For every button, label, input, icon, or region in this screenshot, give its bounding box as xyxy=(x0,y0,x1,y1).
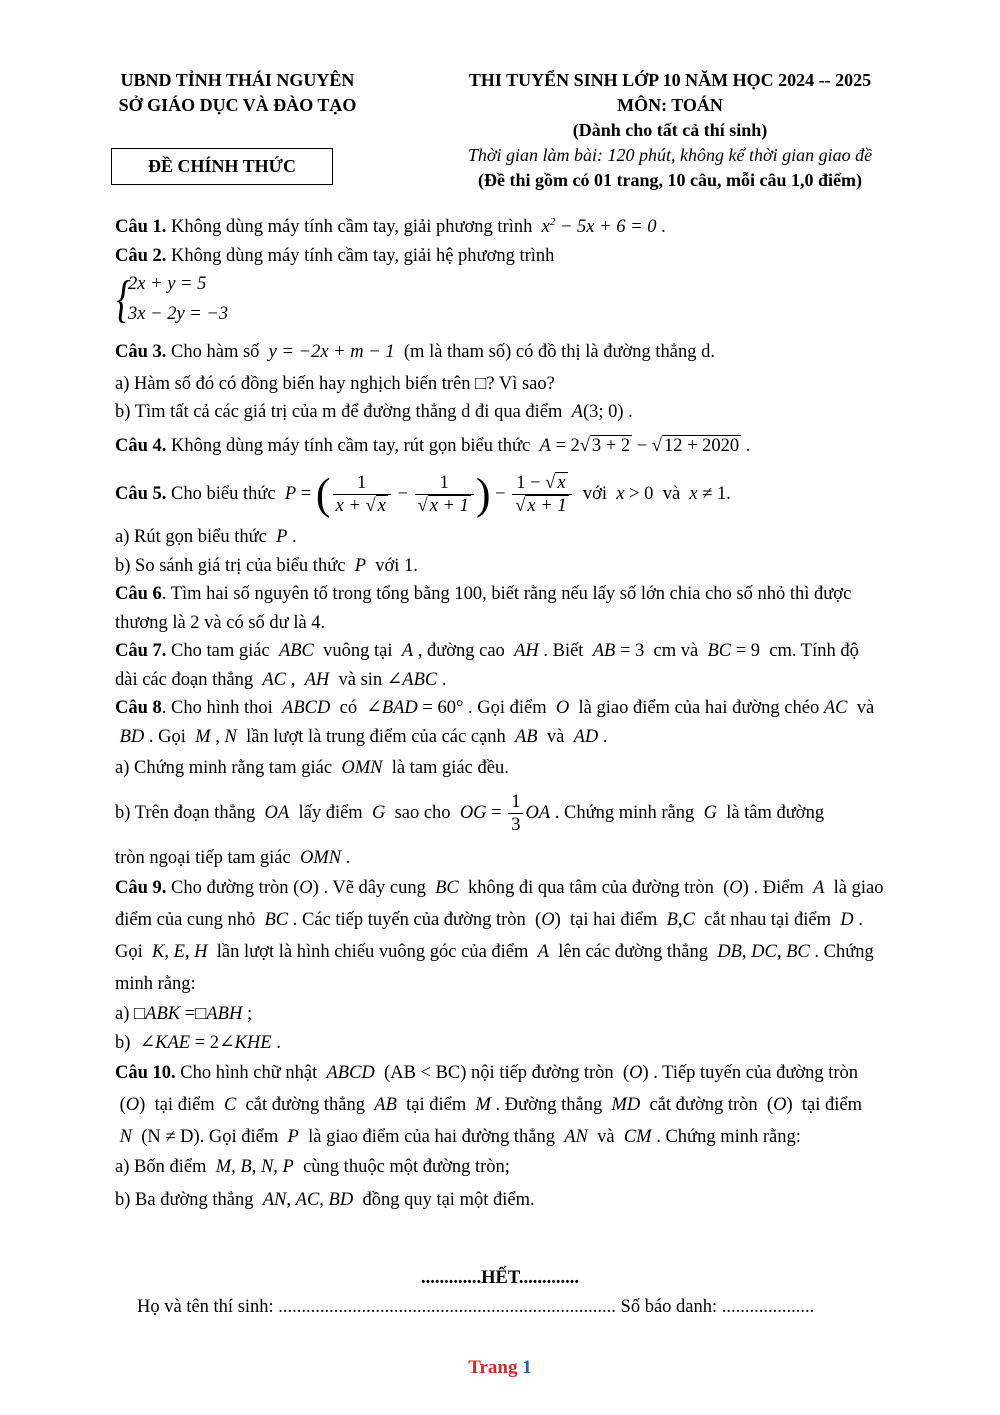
question-1: Câu 1. Không dùng máy tính cầm tay, giải phương trình $x^2 - 5x + 6 = 0$ . xyxy=(115,216,666,238)
equation-2: 3x − 2y = −3 xyxy=(128,304,229,325)
question-8b: b) Trên đoạn thẳng OA lấy điểm G sao cho OG = $\frac{1}{3}$ OA . Chứng minh rằng G là tâm đường xyxy=(115,791,825,835)
question-5a: a) Rút gọn biểu thức P . xyxy=(115,527,297,548)
question-3: Câu 3. Cho hàm số y = −2x + m − 1 (m là tham số) có đồ thị là đường thẳng d. xyxy=(115,342,716,363)
question-10: Câu 10. Cho hình chữ nhật ABCD (AB < BC) nội tiếp đường tròn (O) . Tiếp tuyến của đường tròn (O) tại điểm C cắt đường thẳng AB tại điểm M . Đường thẳng MD cắt đường tròn (O) tại điểm N (N ≠ D). Gọi điểm P là giao điểm của hai đường thẳng AN và CM . Chứng minh rằng: xyxy=(115,1063,862,1148)
question-10a: a) Bốn điểm M, B, N, P cùng thuộc một đường tròn; xyxy=(115,1157,510,1178)
audience: (Dành cho tất cả thí sinh) xyxy=(572,120,768,140)
question-8: Câu 8. Cho hình thoi ABCD có ∠BAD = 60° . Gọi điểm O là giao điểm của hai đường chéo AC và BD . Gọi M , N lần lượt là trung điểm của các cạnh AB và AD . xyxy=(115,698,875,747)
header-right xyxy=(420,68,920,193)
time-allowed: Thời gian làm bài: 120 phút, không kể thời gian giao đề xyxy=(467,145,873,165)
question-7: Câu 7. Cho tam giác ABC vuông tại A , đường cao AH . Biết AB = 3 cm và BC = 9 cm. Tính độ dài các đoạn thẳng AC , AH và sin ∠ABC . xyxy=(115,641,859,690)
question-10b: b) Ba đường thẳng AN, AC, BD đồng quy tại một điểm. xyxy=(115,1189,535,1210)
subject: MÔN: TOÁN xyxy=(617,95,723,115)
exam-title: THI TUYỂN SINH LỚP 10 NĂM HỌC 2024 -- 2025 xyxy=(468,70,872,90)
equation-system: { 2x + y = 5 3x − 2y = −3 xyxy=(116,271,229,329)
candidate-info-line: Họ và tên thí sinh: ......................................................................... Số báo danh: .................... xyxy=(137,1297,815,1317)
header-left xyxy=(95,68,380,118)
question-9a: a) □ABK =□ABH ; xyxy=(115,1004,253,1025)
question-4: Câu 4. Không dùng máy tính cầm tay, rút gọn biểu thức A = 2√ 3 + 2 − √ 12 + 2020 . xyxy=(115,435,751,456)
question-9b: b) ∠KAE = 2∠KHE . xyxy=(115,1032,281,1053)
question-5b: b) So sánh giá trị của biểu thức P với 1. xyxy=(115,555,418,576)
province-name: UBND TỈNH THÁI NGUYÊN xyxy=(120,70,355,90)
question-6: Câu 6. Tìm hai số nguyên tố trong tổng bằng 100, biết rằng nếu lấy số lớn chia cho số nhỏ thì được thương là 2 và có số dư là 4. xyxy=(115,584,852,633)
exam-info: (Đề thi gồm có 01 trang, 10 câu, mỗi câu 1,0 điểm) xyxy=(478,170,862,190)
equation-1: 2x + y = 5 xyxy=(128,274,207,295)
exam-body: Câu 1. Không dùng máy tính cầm tay, giải phương trình $x^2 - 5x + 6 = 0$ . Câu 2. Không dùng máy tính cầm tay, giải hệ phương trình { 2x + y = 5 3x − 2y = −3 Câu 3. Cho hàm số y = −2x + m − 1 (m là tham số) có đồ thị là đường thẳng d. a) Hàm số đó có đồng biến hay nghịch biến trên □? Vì sao? b) Tìm tất cả các giá trị của m để đường thẳng d đi qua điểm A(3; 0) . Câu 4. Không dùng máy tính cầm tay, rút gọn biểu thức A = 2√ 3 + 2 − √ 12 + 2020 . Câu 5. Cho biểu thức P = ( $\frac{1}{x + √ x}$ − $\frac{1}{√ x + 1}$ ) − $\frac{1 - √ x}{√ x + 1}$ với x > 0 và x ≠ 1. a) Rút gọn biểu thức P . b) So sánh giá trị của biểu thức P với 1. Câu 6. Tìm hai số nguyên tố trong tổng bằng 100, biết rằng nếu lấy số lớn chia cho số nhỏ thì được thương là 2 và có số dư là 4. Câu 7. Cho tam giác ABC vuông tại A , đường cao AH . Biết AB = 3 cm và BC = 9 cm. Tính độ dài các đoạn thẳng AC , AH và sin ∠ABC . Câu 8. Cho hình thoi ABCD có ∠BAD = 60° . Gọi điểm O là giao điểm của hai đường chéo AC và BD . Gọi M , N lần lượt là trung điểm của các cạnh AB và AD . a) Chứng minh rằng tam giác OMN là tam giác đều. b) Trên đoạn thẳng OA lấy điểm G sao cho OG = $\frac{1}{3}$ OA . Chứng minh rằng G là tâm đường tròn ngoại tiếp tam giác OMN . Câu 9. Cho đường tròn (O) . Vẽ dây cung BC không đi qua tâm của đường tròn (O) . Điểm A là giao điểm của cung nhỏ BC . Các tiếp tuyến của đường tròn (O) tại hai điểm B,C cắt nhau tại điểm D . Gọi K, E, H lần lượt là hình chiếu vuông góc của điểm A lên các đường thẳng DB, DC, BC . Chứng minh rằng: a) □ABK =□ABH ; b) ∠KAE = 2∠KHE . Câu 10. Cho hình chữ nhật ABCD (AB < BC) nội tiếp đường tròn (O) . Tiếp tuyến của đường tròn (O) tại điểm C cắt đường thẳng AB tại điểm M . Đường thẳng MD cắt đường tròn (O) tại điểm N (N ≠ D). Gọi điểm P là giao điểm của hai đường thẳng AN và CM . Chứng minh rằng: a) Bốn điểm M, B, N, P cùng thuộc một đường tròn; b) Ba đường thẳng AN, AC, BD đồng quy tại một điểm. xyxy=(115,208,885,1214)
question-8a: a) Chứng minh rằng tam giác OMN là tam giác đều. xyxy=(115,758,509,779)
department-name: SỞ GIÁO DỤC VÀ ĐÀO TẠO xyxy=(118,95,357,115)
official-exam-stamp: ĐỀ CHÍNH THỨC xyxy=(111,148,333,185)
page-number: Trang 1 xyxy=(468,1357,532,1378)
question-2: Câu 2. Không dùng máy tính cầm tay, giải hệ phương trình xyxy=(115,245,555,266)
question-5: Câu 5. Cho biểu thức P = ( $\frac{1}{x + √ x}$ − $\frac{1}{√ x + 1}$ ) − $\frac{1 - √ x}{√ x + 1}$ với x > 0 và x ≠ 1. xyxy=(115,469,731,519)
question-3a: a) Hàm số đó có đồng biến hay nghịch biến trên □? Vì sao? xyxy=(115,373,555,394)
question-3b: b) Tìm tất cả các giá trị của m để đường thẳng d đi qua điểm A(3; 0) . xyxy=(115,402,633,423)
question-9: Câu 9. Cho đường tròn (O) . Vẽ dây cung BC không đi qua tâm của đường tròn (O) . Điểm A là giao điểm của cung nhỏ BC . Các tiếp tuyến của đường tròn (O) tại hai điểm B,C cắt nhau tại điểm D . Gọi K, E, H lần lượt là hình chiếu vuông góc của điểm A lên các đường thẳng DB, DC, BC . Chứng minh rằng: xyxy=(115,878,884,995)
end-marker: .............HẾT............. xyxy=(421,1268,579,1288)
